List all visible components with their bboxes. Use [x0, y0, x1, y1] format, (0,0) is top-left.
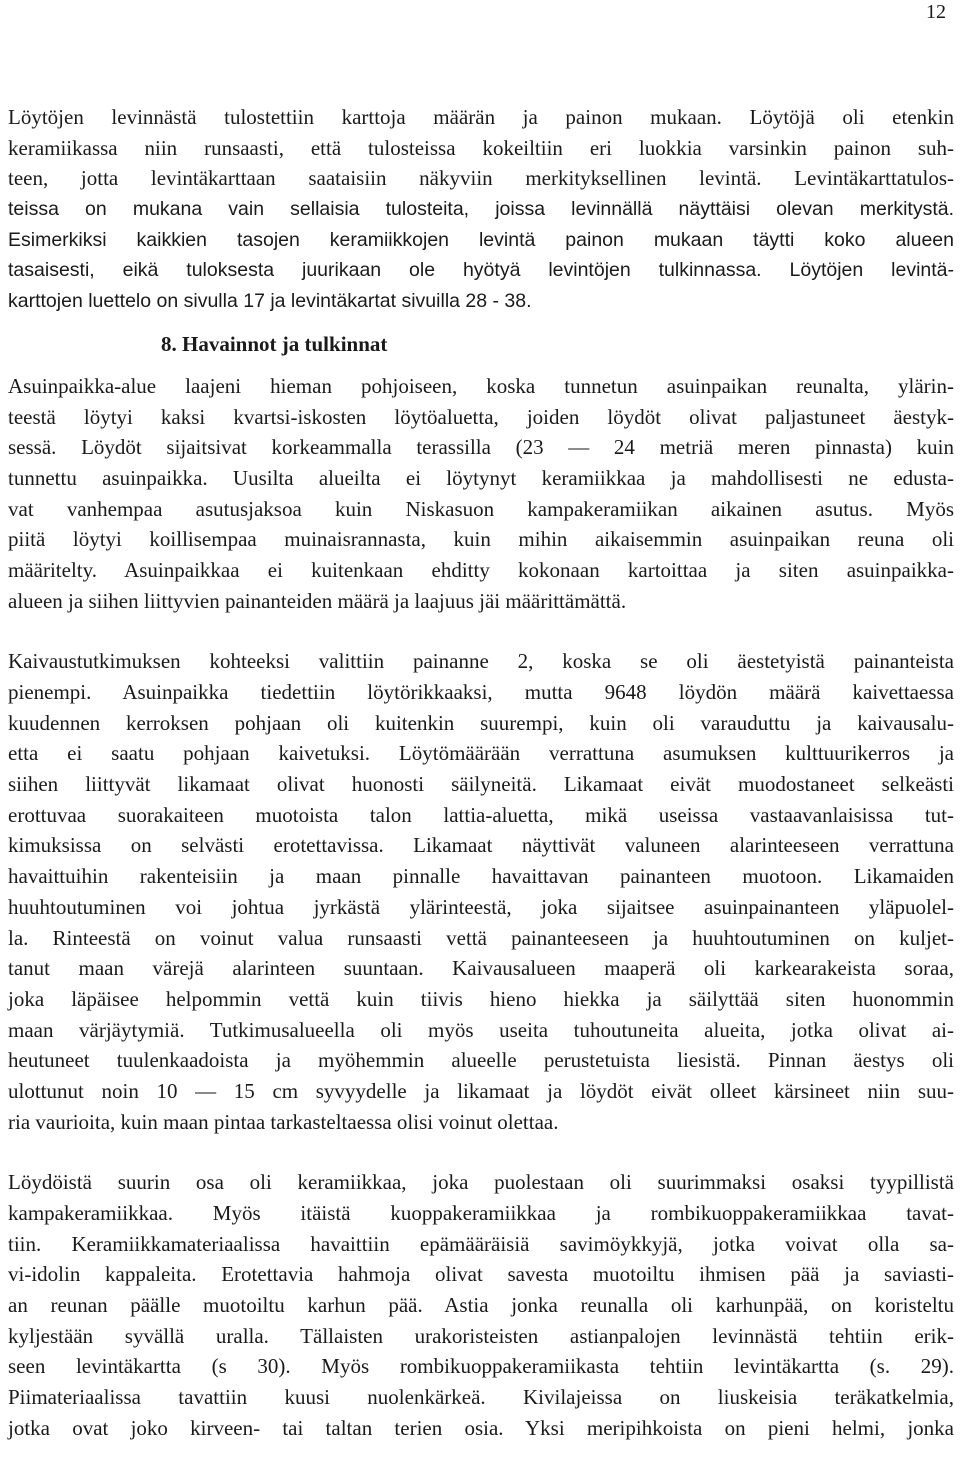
text-line: Esimerkiksi kaikkien tasojen keramiikkojen levintä painon mukaan täytti koko alueen — [8, 228, 954, 251]
paragraph-site-extent — [8, 371, 954, 617]
text-line: seen levintäkartta (s 30). Myös rombikuoppakeramiikasta tehtiin levintäkartta (s. 29). — [8, 1354, 954, 1379]
text-line: tunnettu asuinpaikka. Uusilta alueilta ei löytynyt keramiikkaa ja mahdollisesti ne edusta- — [8, 465, 954, 490]
text-line: alueen ja siihen liittyvien painanteiden määrä ja laajuus jäi määrittämättä. — [8, 588, 627, 613]
text-line: tasaisesti, eikä tuloksesta juurikaan ole hyötyä levintöjen tulkinnassa. Löytöjen levintä- — [8, 259, 954, 282]
text-line: maan värjäytymiä. Tutkimusalueella oli myös useita tuhoutuneita alueita, jotka olivat ai- — [8, 1017, 954, 1042]
text-line: kyljestään syvällä uralla. Tällaisten urakoristeisten astianpalojen levinnästä tehtiin erik- — [8, 1323, 954, 1348]
paragraph-spacer — [8, 1137, 954, 1167]
text-line: Kaivaustutkimuksen kohteeksi valittiin painanne 2, koska se oli äestetyistä painanteista — [8, 649, 954, 674]
text-line: teissa on mukana vain sellaisia tulosteita, joissa levinnällä näyttäisi olevan merkitystä. — [8, 198, 954, 221]
text-line: joka läpäisee helpommin vettä kuin tiivis hieno hiekka ja säilyttää siten huonommin — [8, 986, 954, 1011]
text-line: karttojen luettelo on sivulla 17 ja levintäkartat sivuilla 28 - 38. — [8, 290, 532, 313]
paragraph-excavation — [8, 646, 954, 1137]
text-line: tiin. Keramiikkamateriaalissa havaittiin epämääräisiä savimöykkyjä, jotka voivat olla sa- — [8, 1231, 954, 1256]
text-line: Löydöistä suurin osa oli keramiikkaa, joka puolestaan oli suurimmaksi osaksi tyypillistä — [8, 1170, 954, 1195]
text-line: havaittuihin rakenteisiin ja maan pinnalle havaittavan painanteen muotoon. Likamaiden — [8, 864, 954, 889]
text-line: keramiikassa niin runsaasti, että tulosteissa kokeiltiin eri luokkia varsinkin painon suh- — [8, 135, 954, 160]
text-line: teestä löytyi kaksi kvartsi-iskosten löytöaluetta, joiden löydöt olivat paljastuneet äestyk- — [8, 404, 954, 429]
text-line: la. Rinteestä on voinut valua runsaasti vettä painanteeseen ja huuhtoutuminen on kuljet- — [8, 925, 954, 950]
page-number: 12 — [926, 1, 946, 23]
section-heading: 8. Havainnot ja tulkinnat — [161, 331, 388, 356]
text-line: an reunan päälle muotoiltu karhun pää. Astia jonka reunalla oli karhunpää, on koristeltu — [8, 1293, 954, 1318]
text-line: Piimateriaalissa tavattiin kuusi nuolenkärkeä. Kivilajeissa on liuskeisia teräkatkelmia, — [8, 1385, 954, 1410]
text-line: Asuinpaikka-alue laajeni hieman pohjoiseen, koska tunnetun asuinpaikan reunalta, ylärin- — [8, 373, 954, 398]
text-line: teen, jotta levintäkarttaan saataisiin näkyviin merkityksellinen levintä. Levintäkarttatulos- — [8, 166, 954, 191]
paragraph-map-printing — [8, 102, 954, 317]
text-line: vi-idolin kappaleita. Erotettavia hahmoja olivat savesta muotoiltu ihmisen pää ja saviasti- — [8, 1262, 954, 1287]
document-body — [8, 102, 954, 1444]
text-line: huuhtoutuminen voi johtua jyrkästä ylärinteestä, joka sijaitsee asuinpainanteen yläpuolel- — [8, 894, 954, 919]
text-line: tanut maan värejä alarinteen suuntaan. Kaivausalueen maaperä oli karkearakeista soraa, — [8, 956, 954, 981]
text-line: etta ei saatu pohjaan kaivetuksi. Löytömäärään verrattuna asumuksen kulttuurikerros ja — [8, 741, 954, 766]
text-line: sessä. Löydöt sijaitsivat korkeammalla terassilla (23 — 24 metriä meren pinnasta) kuin — [8, 435, 954, 460]
text-line: heutuneet tuulenkaadoista ja myöhemmin alueelle perustetuista liesistä. Pinnan äestys oli — [8, 1048, 954, 1073]
text-line: piitä löytyi koillisempaa muinaisrannasta, kuin mihin aikaisemmin asuinpaikan reuna oli — [8, 527, 954, 552]
text-line: määritelty. Asuinpaikkaa ei kuitenkaan ehditty kokonaan kartoittaa ja siten asuinpaikka- — [8, 557, 954, 582]
text-line: Löytöjen levinnästä tulostettiin karttoja määrän ja painon mukaan. Löytöjä oli etenkin — [8, 105, 954, 129]
text-line: kuudennen kerroksen pohjaan oli kuitenkin suurempi, kuin oli varauduttu ja kaivausalu- — [8, 710, 954, 735]
text-line: kampakeramiikkaa. Myös itäistä kuoppakeramiikkaa ja rombikuoppakeramiikkaa tavat- — [8, 1201, 954, 1225]
text-line: erottuvaa suorakaiteen muotoista talon lattia-aluetta, mikä useissa vastaavanlaisissa tut- — [8, 802, 954, 827]
paragraph-finds — [8, 1167, 954, 1443]
text-line: siihen liittyvät likamaat olivat huonosti säilyneitä. Likamaat eivät muodostaneet selkeästi — [8, 772, 954, 797]
paragraph-spacer — [8, 616, 954, 646]
text-line: jotka ovat joko kirveen- tai taltan terien osia. Yksi meripihkoista on pieni helmi, jonka — [8, 1415, 954, 1440]
text-line: pienempi. Asuinpaikka tiedettiin löytörikkaaksi, mutta 9648 löydön määrä kaivettaessa — [8, 680, 954, 704]
text-line: ulottunut noin 10 — 15 cm syvyydelle ja likamaat ja löydöt eivät olleet kärsineet niin suu- — [8, 1078, 954, 1103]
text-line: ria vaurioita, kuin maan pintaa tarkasteltaessa olisi voinut olettaa. — [8, 1109, 559, 1134]
text-line: kimuksissa on selvästi erotettavissa. Likamaat näyttivät valuneen alarinteeseen verrattuna — [8, 833, 954, 858]
text-line: vat vanhempaa asutusjaksoa kuin Niskasuon kampakeramiikan aikainen asutus. Myös — [8, 496, 954, 521]
